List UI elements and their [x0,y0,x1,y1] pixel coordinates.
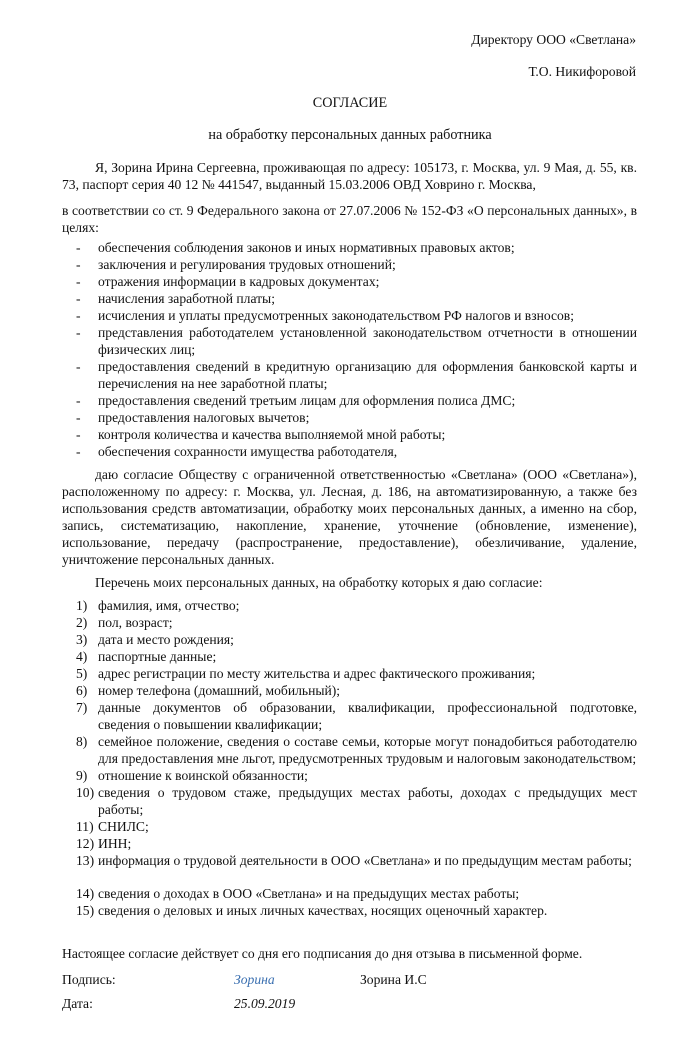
purpose-item: - заключения и регулирования трудовых отношений; [76,257,396,272]
consent-paragraph: даю согласие Обществу с ограниченной ответственностью «Светлана» (ООО «Светлана»), расположенному по адресу: г. Москва, ул. Лесная, д. 186, на автоматизированную, а также без использования средств автоматизации, обработку моих персональных данных, а именно на сбор, запись, систематизацию, накопление, хранение, уточнение (обновление, изменение), использование, передачу (распространение, предоставление), обезличивание, удаление, уничтожение персональных данных. [62,467,637,567]
data-item: 9) отношение к воинской обязанности; [76,768,308,783]
dash-marker: - [76,427,81,442]
addressee-line-1: Директору ООО «Светлана» [471,32,636,47]
intro-paragraph: Я, Зорина Ирина Сергеевна, проживающая по адресу: 105173, г. Москва, ул. 9 Мая, д. 55, кв. 73, паспорт серия 40 12 № 441547, выданный 15.03.2006 ОВД Ховрино г. Москва, [62,160,637,192]
data-item: 14) сведения о доходах в ООО «Светлана» и на предыдущих местах работы; [76,886,520,901]
data-item: 15) сведения о деловых и иных личных качествах, носящих оценочный характер. [76,903,548,918]
personal-data-list [62,597,637,919]
dash-marker: - [76,291,81,306]
dash-marker: - [76,325,81,340]
data-item: 5) адрес регистрации по месту жительства и адрес фактического проживания; [76,666,536,681]
purpose-item: - контроля количества и качества выполняемой мной работы; [76,427,446,442]
document-subtitle: на обработку персональных данных работника [208,127,492,143]
data-item: 8) семейное положение, сведения о составе семьи, которые могут понадобиться работодателю для предоставления мне льгот, предусмотренных трудовым и налоговым законодательством; [76,734,637,766]
signature-row [62,971,662,988]
data-item: 10) сведения о трудовом стаже, предыдущих местах работы, доходах с предыдущих мест работы; [76,785,637,817]
purpose-item: - обеспечения соблюдения законов и иных нормативных правовых актов; [76,240,515,255]
data-item: 1) фамилия, имя, отчество; [76,598,240,613]
data-item: 3) дата и место рождения; [76,632,234,647]
data-item: 6) номер телефона (домашний, мобильный); [76,683,341,698]
date-row [62,995,662,1012]
purpose-item: - предоставления сведений третьим лицам для оформления полиса ДМС; [76,393,516,408]
data-item: 2) пол, возраст; [76,615,173,630]
purpose-item: - предоставления налоговых вычетов; [76,410,310,425]
purpose-item: - начисления заработной платы; [76,291,275,306]
purpose-item: - предоставления сведений в кредитную организацию для оформления банковской карты и перечисления на нее заработной платы; [76,359,637,391]
data-item: 12) ИНН; [76,836,132,851]
law-paragraph: в соответствии со ст. 9 Федерального закона от 27.07.2006 № 152-ФЗ «О персональных данных», в целях: [62,203,637,235]
data-item: 13) информация о трудовой деятельности в ООО «Светлана» и по предыдущим местам работы; [76,853,632,868]
purpose-item: - обеспечения сохранности имущества работодателя, [76,444,398,459]
dash-marker: - [76,410,81,425]
dash-marker: - [76,308,81,323]
data-item: 7) данные документов об образовании, квалификации, профессиональной подготовке, сведения о повышении квалификации; [76,700,637,732]
purpose-item: - исчисления и уплаты предусмотренных законодательством РФ налогов и взносов; [76,308,574,323]
dash-marker: - [76,240,81,255]
data-item: 11) СНИЛС; [76,819,149,834]
signature-label: Подпись: [62,972,116,987]
dash-marker: - [76,359,81,374]
dash-marker: - [76,274,81,289]
list-intro: Перечень моих персональных данных, на обработку которых я даю согласие: [95,575,543,590]
handwritten-signature: Зорина [234,972,275,987]
data-item: 4) паспортные данные; [76,649,217,664]
addressee-line-2: Т.О. Никифоровой [528,64,636,79]
date-value: 25.09.2019 [234,996,296,1011]
date-label: Дата: [62,996,93,1011]
purpose-item: - представления работодателем установленной законодательством отчетности в отношении физических лиц; [76,325,637,357]
purpose-item: - отражения информации в кадровых документах; [76,274,380,289]
document-title: СОГЛАСИЕ [312,95,388,111]
dash-marker: - [76,393,81,408]
dash-marker: - [76,444,81,459]
validity-statement: Настоящее согласие действует со дня его подписания до дня отзыва в письменной форме. [62,946,583,961]
purposes-list [62,239,637,460]
dash-marker: - [76,257,81,272]
signer-name: Зорина И.С [360,972,427,987]
